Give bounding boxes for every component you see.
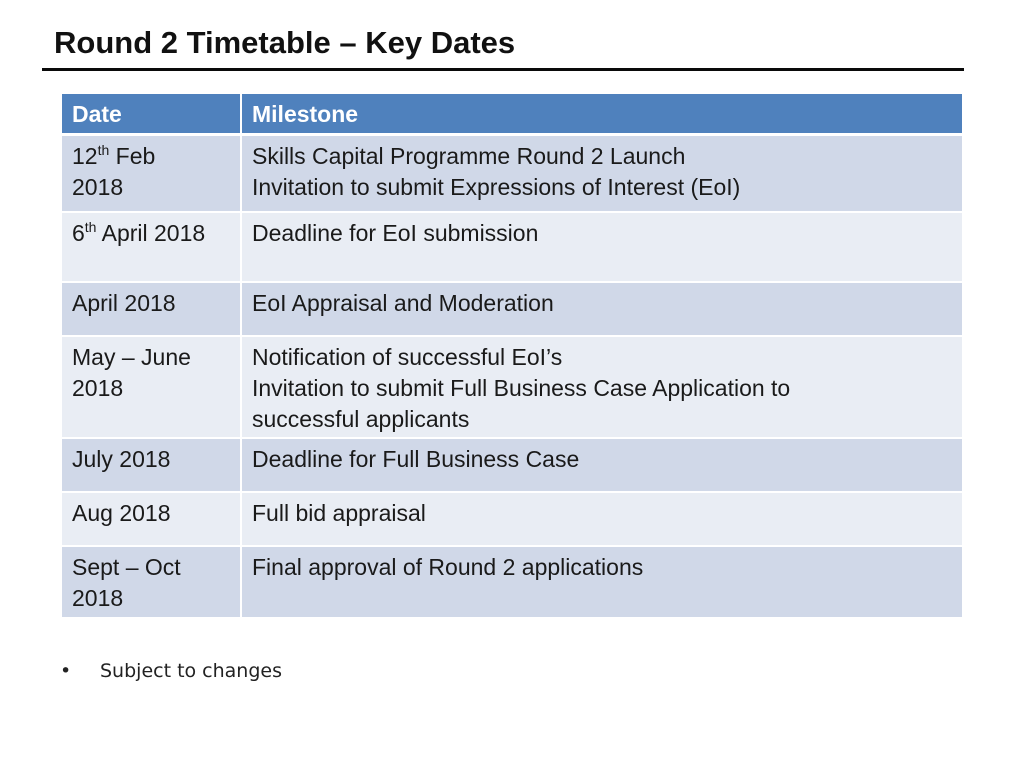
table-row [61,336,963,438]
note-item [60,658,282,684]
table-row [61,134,963,212]
milestone-cell: Deadline for EoI submission [241,212,963,282]
notes-list [60,658,282,684]
milestone-cell: Final approval of Round 2 applications [241,546,963,618]
table-row [61,492,963,546]
milestone-cell: Deadline for Full Business Case [241,438,963,492]
table-row [61,546,963,618]
milestone-cell: EoI Appraisal and Moderation [241,282,963,336]
table-row [61,212,963,282]
key-dates-table [60,94,964,619]
date-cell: July 2018 [61,438,241,492]
bullet-icon: • [60,660,72,682]
date-cell: 12th Feb 2018 [61,134,241,212]
milestone-column-header: Milestone [241,94,963,134]
table-header-row [61,94,963,134]
milestone-cell: Skills Capital Programme Round 2 Launch Invitation to submit Expressions of Interest (EoI) [241,134,963,212]
table-row [61,438,963,492]
date-cell: 6th April 2018 [61,212,241,282]
note-text: Subject to changes [100,660,283,682]
date-cell: Aug 2018 [61,492,241,546]
title-underline [42,68,964,71]
date-cell: April 2018 [61,282,241,336]
date-column-header: Date [61,94,241,134]
table-row [61,282,963,336]
date-cell: May – June 2018 [61,336,241,438]
date-cell: Sept – Oct 2018 [61,546,241,618]
milestone-cell: Full bid appraisal [241,492,963,546]
page-title: Round 2 Timetable – Key Dates [54,25,516,60]
milestone-cell: Notification of successful EoI’s Invitation to submit Full Business Case Application to successful applicants [241,336,963,438]
